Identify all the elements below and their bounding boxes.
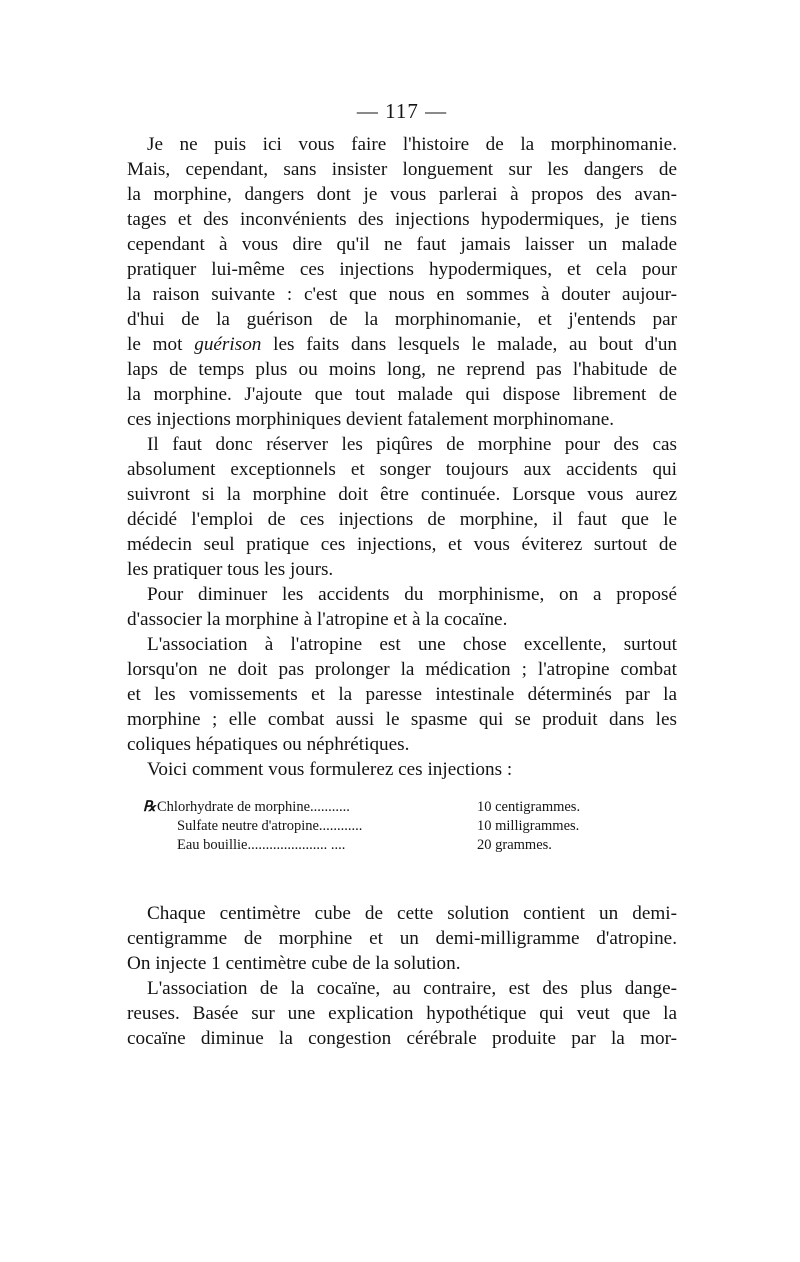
text-line: les pratiquer tous les jours. bbox=[127, 559, 334, 580]
text-line: la morphine, dangers dont je vous parlerai à propos des avan- bbox=[127, 184, 677, 205]
formula-row bbox=[127, 817, 677, 836]
text-line: Je ne puis ici vous faire l'histoire de la morphinomanie. bbox=[147, 134, 677, 155]
text-line: d'hui de la guérison de la morphinomanie, et j'entends par bbox=[127, 309, 677, 330]
text-line: lorsqu'on ne doit pas prolonger la médication ; l'atropine combat bbox=[127, 659, 677, 680]
paragraph-morphinisme bbox=[127, 582, 677, 632]
formula-dose: 10 centigrammes. bbox=[477, 799, 581, 815]
formula-ingredient bbox=[143, 798, 350, 817]
page-number: — 117 — bbox=[356, 99, 448, 123]
text-line: absolument exceptionnels et songer toujours aux accidents qui bbox=[127, 459, 677, 480]
text-line: médecin seul pratique ces injections, et vous éviterez surtout de bbox=[127, 534, 677, 555]
formula-dose: 20 grammes. bbox=[477, 837, 552, 853]
text-line: cocaïne diminue la congestion cérébrale produite par la mor- bbox=[127, 1028, 677, 1049]
text-line: morphine ; elle combat aussi le spasme qui se produit dans les bbox=[127, 709, 677, 730]
formula-ingredient: Sulfate neutre d'atropine............ bbox=[177, 818, 363, 834]
text-line: Voici comment vous formulerez ces injections : bbox=[147, 759, 513, 780]
paragraph-cocaine bbox=[127, 976, 677, 1051]
text-line: la raison suivante : c'est que nous en sommes à douter aujour- bbox=[127, 284, 677, 305]
paragraph-morphinomanie bbox=[127, 132, 677, 432]
formula-ingredient: Eau bouillie...................... .... bbox=[177, 837, 346, 853]
formula-row bbox=[127, 798, 677, 817]
text-line: reuses. Basée sur une explication hypothétique qui veut que la bbox=[127, 1003, 677, 1024]
paragraph-formulation-intro bbox=[127, 757, 677, 782]
paragraph-piqures bbox=[127, 432, 677, 582]
text-line: Chaque centimètre cube de cette solution contient un demi- bbox=[147, 903, 677, 924]
text-line: d'associer la morphine à l'atropine et à la cocaïne. bbox=[127, 609, 508, 630]
text-line: coliques hépatiques ou néphrétiques. bbox=[127, 734, 410, 755]
text-line: laps de temps plus ou moins long, ne reprend pas l'habitude de bbox=[127, 359, 677, 380]
text-line: décidé l'emploi de ces injections de morphine, il faut que le bbox=[127, 509, 677, 530]
text-line: L'association à l'atropine est une chose excellente, surtout bbox=[147, 634, 677, 655]
text-line: On injecte 1 centimètre cube de la solution. bbox=[127, 953, 461, 974]
text-line: suivront si la morphine doit être continuée. Lorsque vous aurez bbox=[127, 484, 677, 505]
formula-dose: 10 milligrammes. bbox=[477, 818, 580, 834]
text-line: Mais, cependant, sans insister longuement sur les dangers de bbox=[127, 159, 677, 180]
text-line: L'association de la cocaïne, au contraire, est des plus dange- bbox=[147, 978, 677, 999]
prescription-formula bbox=[127, 798, 677, 855]
text-line: Pour diminuer les accidents du morphinisme, on a proposé bbox=[147, 584, 677, 605]
text-line: tages et des inconvénients des injections hypodermiques, je tiens bbox=[127, 209, 677, 230]
ingredient-text: Chlorhydrate de morphine........... bbox=[157, 799, 350, 815]
italic-word: guérison bbox=[194, 334, 262, 355]
paragraph-solution bbox=[127, 901, 677, 976]
text-line: pratiquer lui-même ces injections hypodermiques, et cela pour bbox=[127, 259, 677, 280]
text-line: cependant à vous dire qu'il ne faut jamais laisser un malade bbox=[127, 234, 677, 255]
book-page bbox=[127, 96, 677, 1051]
text-line: la morphine. J'ajoute que tout malade qui dispose librement de bbox=[127, 384, 677, 405]
text-line: centigramme de morphine et un demi-milligramme d'atropine. bbox=[127, 928, 677, 949]
text-line: le mot guérison les faits dans lesquels le malade, au bout d'un bbox=[127, 334, 678, 355]
text-line: et les vomissements et la paresse intestinale déterminés par la bbox=[127, 684, 677, 705]
text-line: ces injections morphiniques devient fatalement morphinomane. bbox=[127, 409, 615, 430]
text-line: Il faut donc réserver les piqûres de morphine pour des cas bbox=[147, 434, 677, 455]
rx-symbol: ℞ bbox=[143, 799, 156, 815]
formula-row bbox=[127, 836, 677, 855]
paragraph-atropine bbox=[127, 632, 677, 757]
